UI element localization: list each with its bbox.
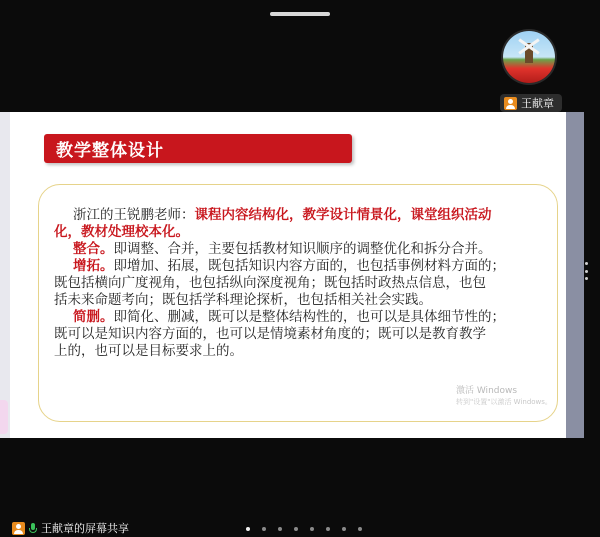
intro-line-2: [54, 224, 189, 241]
paragraph-simplify-line-1: [73, 309, 505, 326]
watermark-line-1: 激活 Windows: [456, 386, 518, 396]
bottom-bar: [0, 518, 600, 537]
paragraph-simplify-line-3: [54, 343, 243, 360]
screen-left-edge: [0, 112, 10, 438]
paragraph-simplify-line-2: [54, 326, 486, 343]
expand-label: 增拓。: [73, 258, 114, 274]
windows-activation-watermark: [456, 386, 552, 408]
top-drag-handle[interactable]: [270, 12, 330, 16]
paragraph-expand-line-2: [54, 275, 486, 292]
left-edge-tab[interactable]: [0, 400, 8, 434]
slide-title: 教学整体设计: [56, 141, 164, 161]
paragraph-expand-line-3: [54, 292, 432, 309]
presentation-slide: [10, 112, 566, 438]
participant-avatar[interactable]: [503, 31, 555, 83]
participant-name: 王献章: [521, 97, 554, 110]
intro-highlight-2: 化，教材处理校本化。: [54, 224, 189, 240]
user-icon: [12, 522, 25, 535]
handle-dot: [585, 262, 588, 265]
watermark-line-2: 转到"设置"以激活 Windows。: [456, 398, 552, 406]
user-icon: [504, 97, 517, 110]
simplify-text-1: 即简化、删减，既可以是整体结构性的，也可以是具体细节性的；: [113, 309, 505, 325]
expand-text-1: 即增加、拓展，既包括知识内容方面的，也包括事例材料方面的；: [113, 258, 505, 274]
integrate-label: 整合。: [73, 241, 114, 257]
page-dot[interactable]: [262, 527, 266, 531]
page-dot[interactable]: [310, 527, 314, 531]
simplify-text-3: 上的，也可以是目标要求上的。: [54, 343, 243, 359]
page-dot[interactable]: [326, 527, 330, 531]
paragraph-integrate: [73, 241, 492, 258]
page-dot[interactable]: [246, 527, 250, 531]
expand-text-2: 既包括横向广度视角，也包括纵向深度视角；既包括时政热点信息，也包: [54, 275, 486, 291]
integrate-text: 即调整、合并，主要包括教材知识顺序的调整优化和拆分合并。: [113, 241, 492, 257]
participant-name-tag: [500, 94, 562, 112]
simplify-label: 简删。: [73, 309, 114, 325]
screen-right-edge: [566, 112, 584, 438]
slide-title-bar: [44, 134, 352, 163]
screen-share-text: 王献章的屏幕共享: [41, 522, 129, 535]
paragraph-expand-line-1: [73, 258, 505, 275]
shared-screen: [0, 112, 584, 438]
simplify-text-2: 既可以是知识内容方面的，也可以是情境素材角度的；既可以是教育教学: [54, 326, 486, 342]
screen-share-label: [12, 520, 129, 536]
intro-line-1: [73, 207, 492, 224]
handle-dot: [585, 277, 588, 280]
side-menu-handle[interactable]: [584, 262, 588, 280]
page-dot[interactable]: [294, 527, 298, 531]
intro-highlight-1: 课程内容结构化，教学设计情景化，课堂组织活动: [194, 207, 492, 223]
expand-text-3: 括未来命题考向；既包括学科理论探析，也包括相关社会实践。: [54, 292, 432, 308]
page-indicator[interactable]: [246, 527, 362, 531]
handle-dot: [585, 270, 588, 273]
page-dot[interactable]: [358, 527, 362, 531]
microphone-icon: [29, 523, 37, 534]
intro-prefix: 浙江的王锐鹏老师：: [73, 207, 195, 223]
page-dot[interactable]: [342, 527, 346, 531]
page-dot[interactable]: [278, 527, 282, 531]
